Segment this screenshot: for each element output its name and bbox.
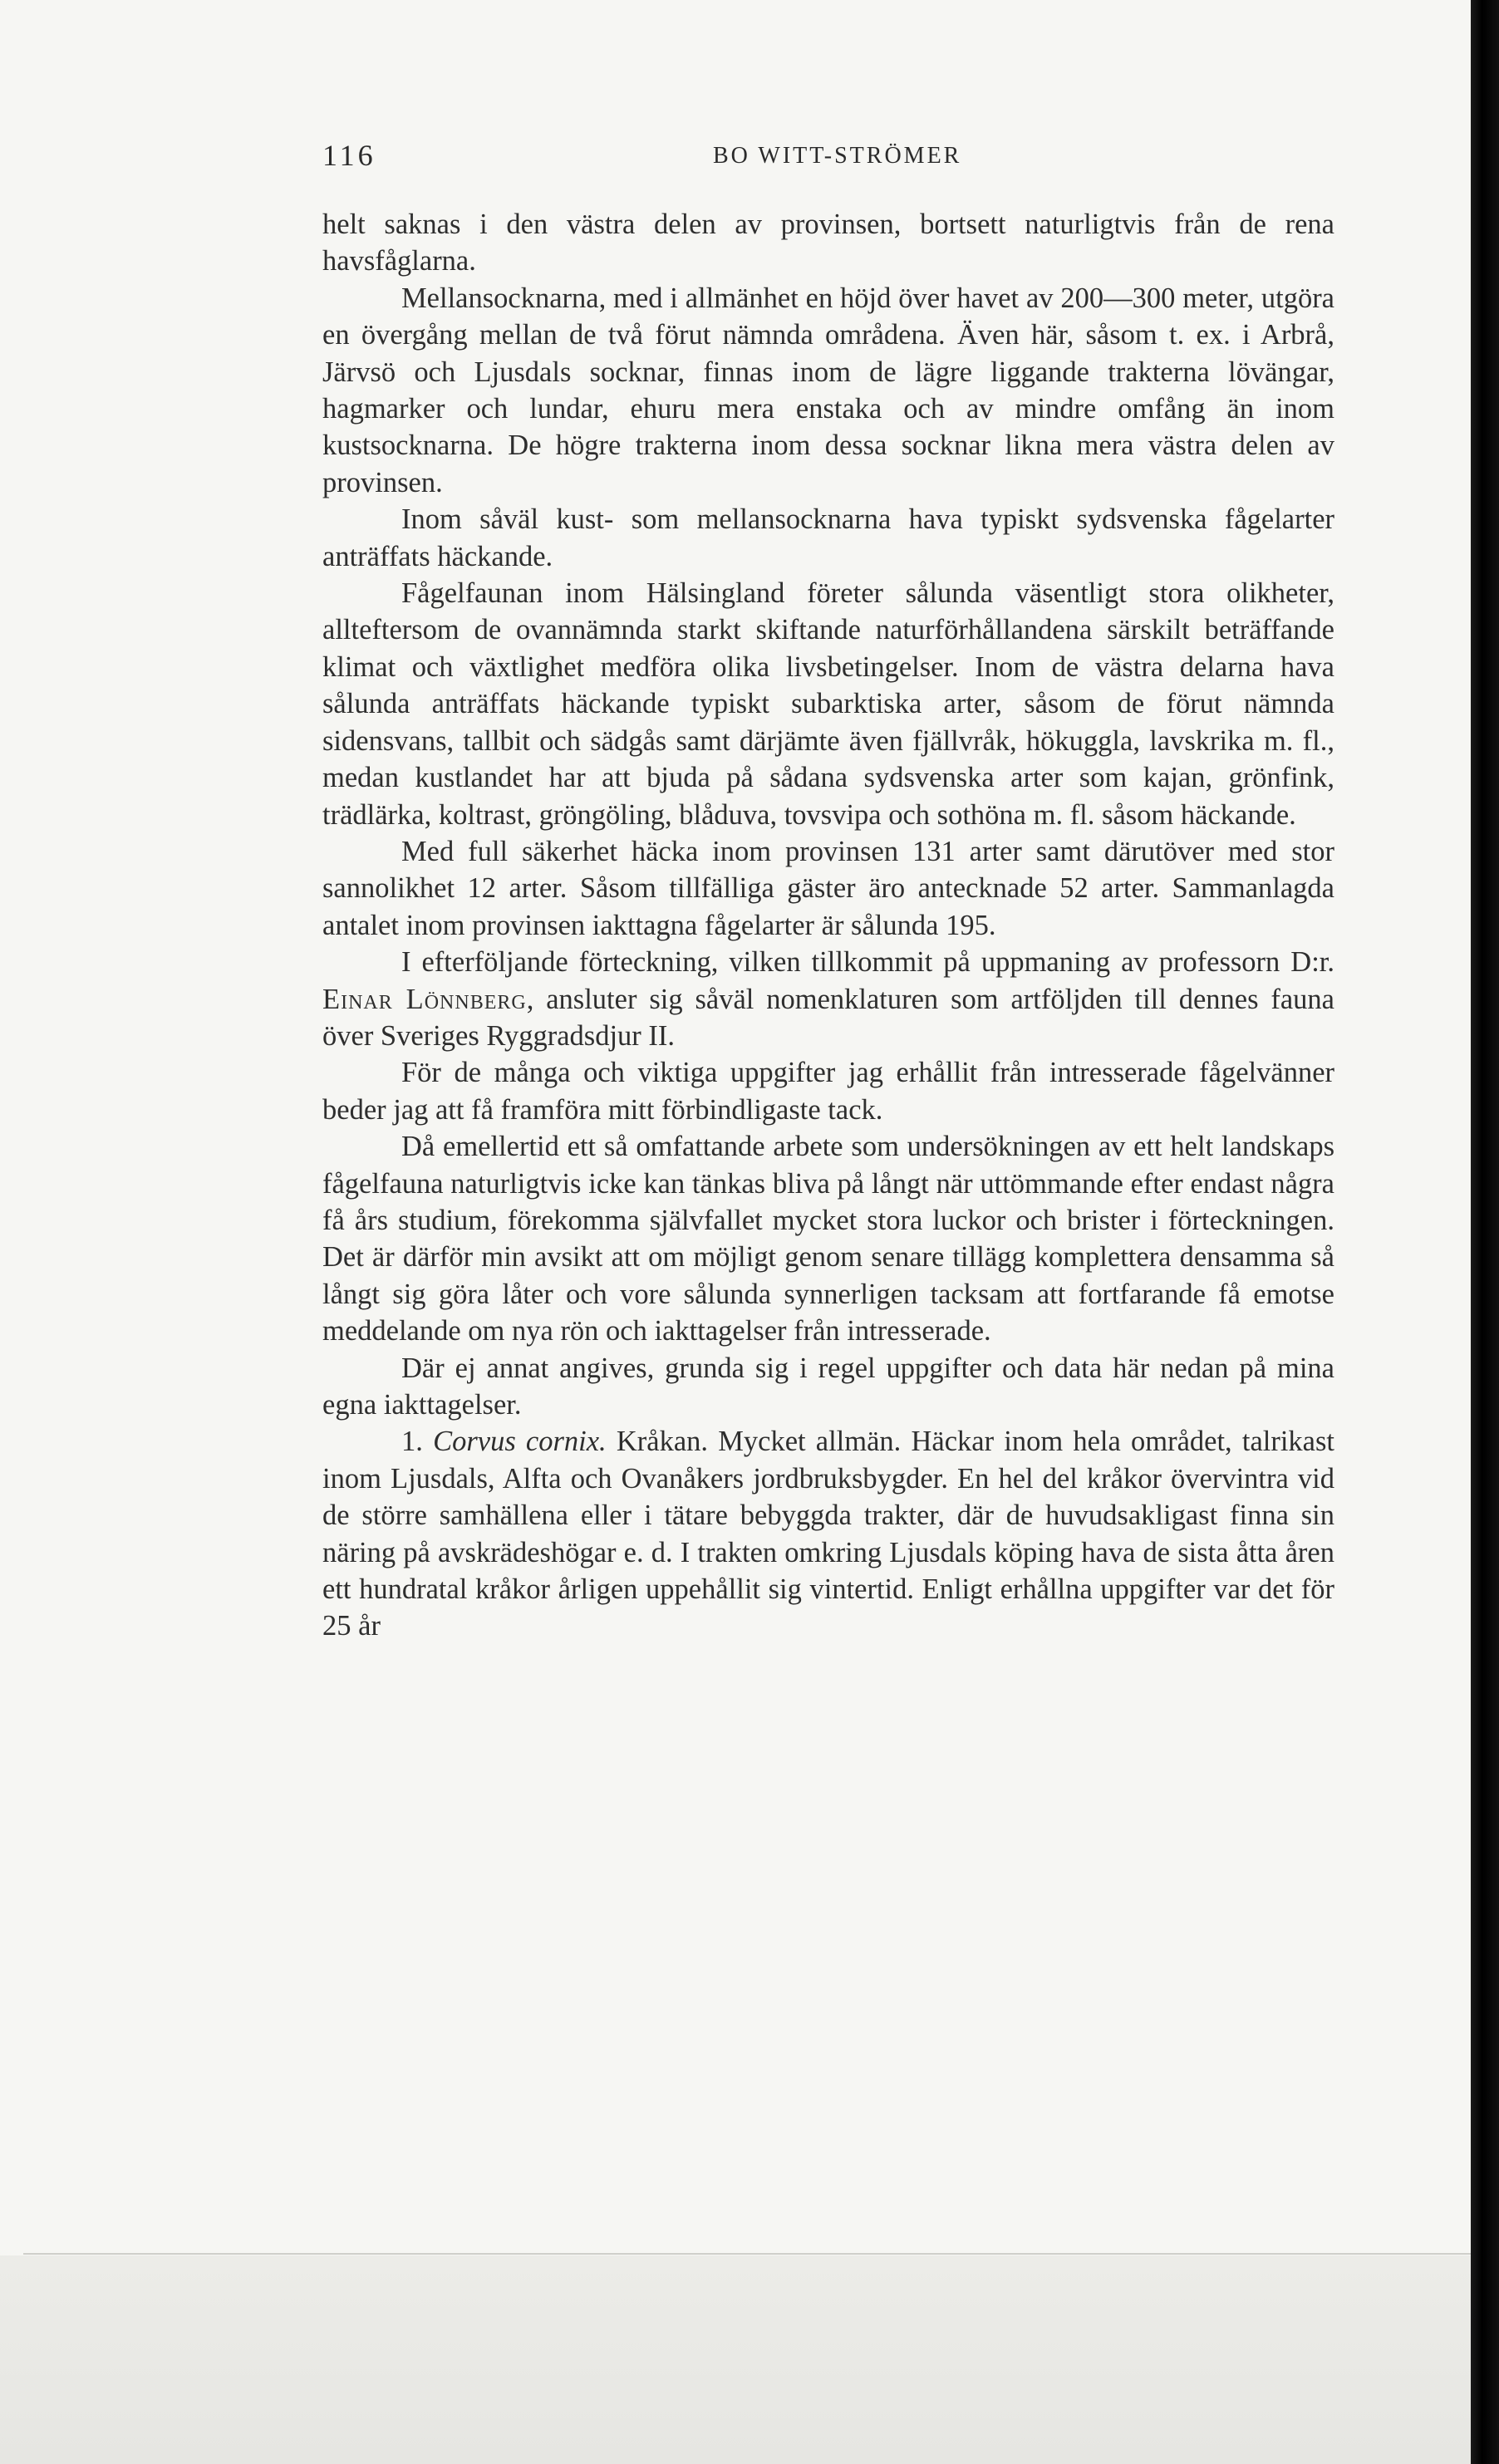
species-number: 1. xyxy=(401,1426,434,1458)
paragraph-4: Fågelfaunan inom Hälsingland företer sålunda väsentligt stora olikheter, allteftersom de ovannämnda starkt skiftande naturförhållandena särskilt beträffande klimat och växtlighet medföra olika livsbetingelser. Inom de västra delarna hava sålunda anträffats häckande typiskt subarktiska arter, såsom de förut nämnda sidensvans, tallbit och sädgås samt därjämte även fjällvråk, hökuggla, lavskrika m. fl., medan kustlandet har att bjuda på sådana sydsvenska arter som kajan, grönfink, trädlärka, koltrast, gröngöling, blåduva, tovsvipa och sothöna m. fl. såsom häckande. xyxy=(322,577,1334,831)
running-head: BO WITT-STRÖMER xyxy=(713,143,962,169)
paper-bottom-edge xyxy=(23,2253,1471,2255)
species-text: Kråkan. Mycket allmän. Häckar inom hela området, talrikast inom Ljusdals, Alfta och Ovanåkers jordbruksbygder. En hel del kråkor övervintra vid de större samhällena eller i tätare bebyggda trakter, där de huvudsakligast finna sin näring på avskrädeshögar e. d. I trakten omkring Ljusdals köping hava de sista åtta åren ett hundratal kråkor årligen uppehållit sig vintertid. Enligt erhållna uppgifter var det för 25 år xyxy=(322,1426,1334,1642)
paragraph-7: För de många och viktiga uppgifter jag erhållit från intresserade fågelvänner beder jag att få framföra mitt förbindligaste tack. xyxy=(322,1057,1334,1126)
scan-bottom-band xyxy=(0,2255,1471,2464)
paragraph-8: Då emellertid ett så omfattande arbete som undersökningen av ett helt landskaps fågelfauna naturligtvis icke kan tänkas bliva på långt när uttömmande efter endast några få års studium, förekomma självfallet mycket stora luckor och brister i förteckningen. Det är därför min avsikt att om möjligt genom senare tillägg komplettera densamma så långt sig göra låter och vore sålunda synnerligen tacksam att fortfarande få emotse meddelande om nya rön och iakttagelser från intresserade. xyxy=(322,1131,1334,1347)
paragraph-9: Där ej annat angives, grunda sig i regel uppgifter och data här nedan på mina egna iakttagelser. xyxy=(322,1352,1334,1421)
page-header xyxy=(322,138,1336,179)
paragraph-2: Mellansocknarna, med i allmänhet en höjd över havet av 200—300 meter, utgöra en övergång mellan de två förut nämnda områdena. Även här, såsom t. ex. i Arbrå, Järvsö och Ljusdals socknar, finnas inom de lägre liggande trakterna lövängar, hagmarker och lundar, ehuru mera enstaka och av mindre omfång än inom kustsocknarna. De högre trakterna inom dessa socknar likna mera västra delen av provinsen. xyxy=(322,282,1334,498)
paragraph-5: Med full säkerhet häcka inom provinsen 131 arter samt därutöver med stor sannolikhet 12 arter. Såsom tillfälliga gäster äro antecknade 52 arter. Sammanlagda antalet inom provinsen iakttagna fågelarter är sålunda 195. xyxy=(322,835,1334,941)
author-name: Einar Lönnberg xyxy=(322,983,527,1015)
paragraph-6 xyxy=(322,944,1334,1054)
paragraph-1: helt saknas i den västra delen av provinsen, bortsett naturligtvis från de rena havsfåglarna. xyxy=(322,209,1334,277)
body-text xyxy=(322,206,1334,1645)
paragraph-6-before: I efterföljande förteckning, vilken tillkommit på uppmaning av professorn D:r. xyxy=(401,946,1334,979)
scan-dark-edge xyxy=(1471,0,1499,2464)
paragraph-3: Inom såväl kust- som mellansocknarna hava typiskt sydsvenska fågelarter anträffats häckande. xyxy=(322,503,1334,572)
paragraph-6-after: , ansluter sig såväl nomenklaturen som artföljden till dennes fauna över Sveriges Ryggradsdjur II. xyxy=(322,983,1334,1052)
page-number: 116 xyxy=(322,139,376,172)
species-name: Corvus cornix. xyxy=(433,1426,607,1458)
species-entry-1 xyxy=(322,1423,1334,1644)
